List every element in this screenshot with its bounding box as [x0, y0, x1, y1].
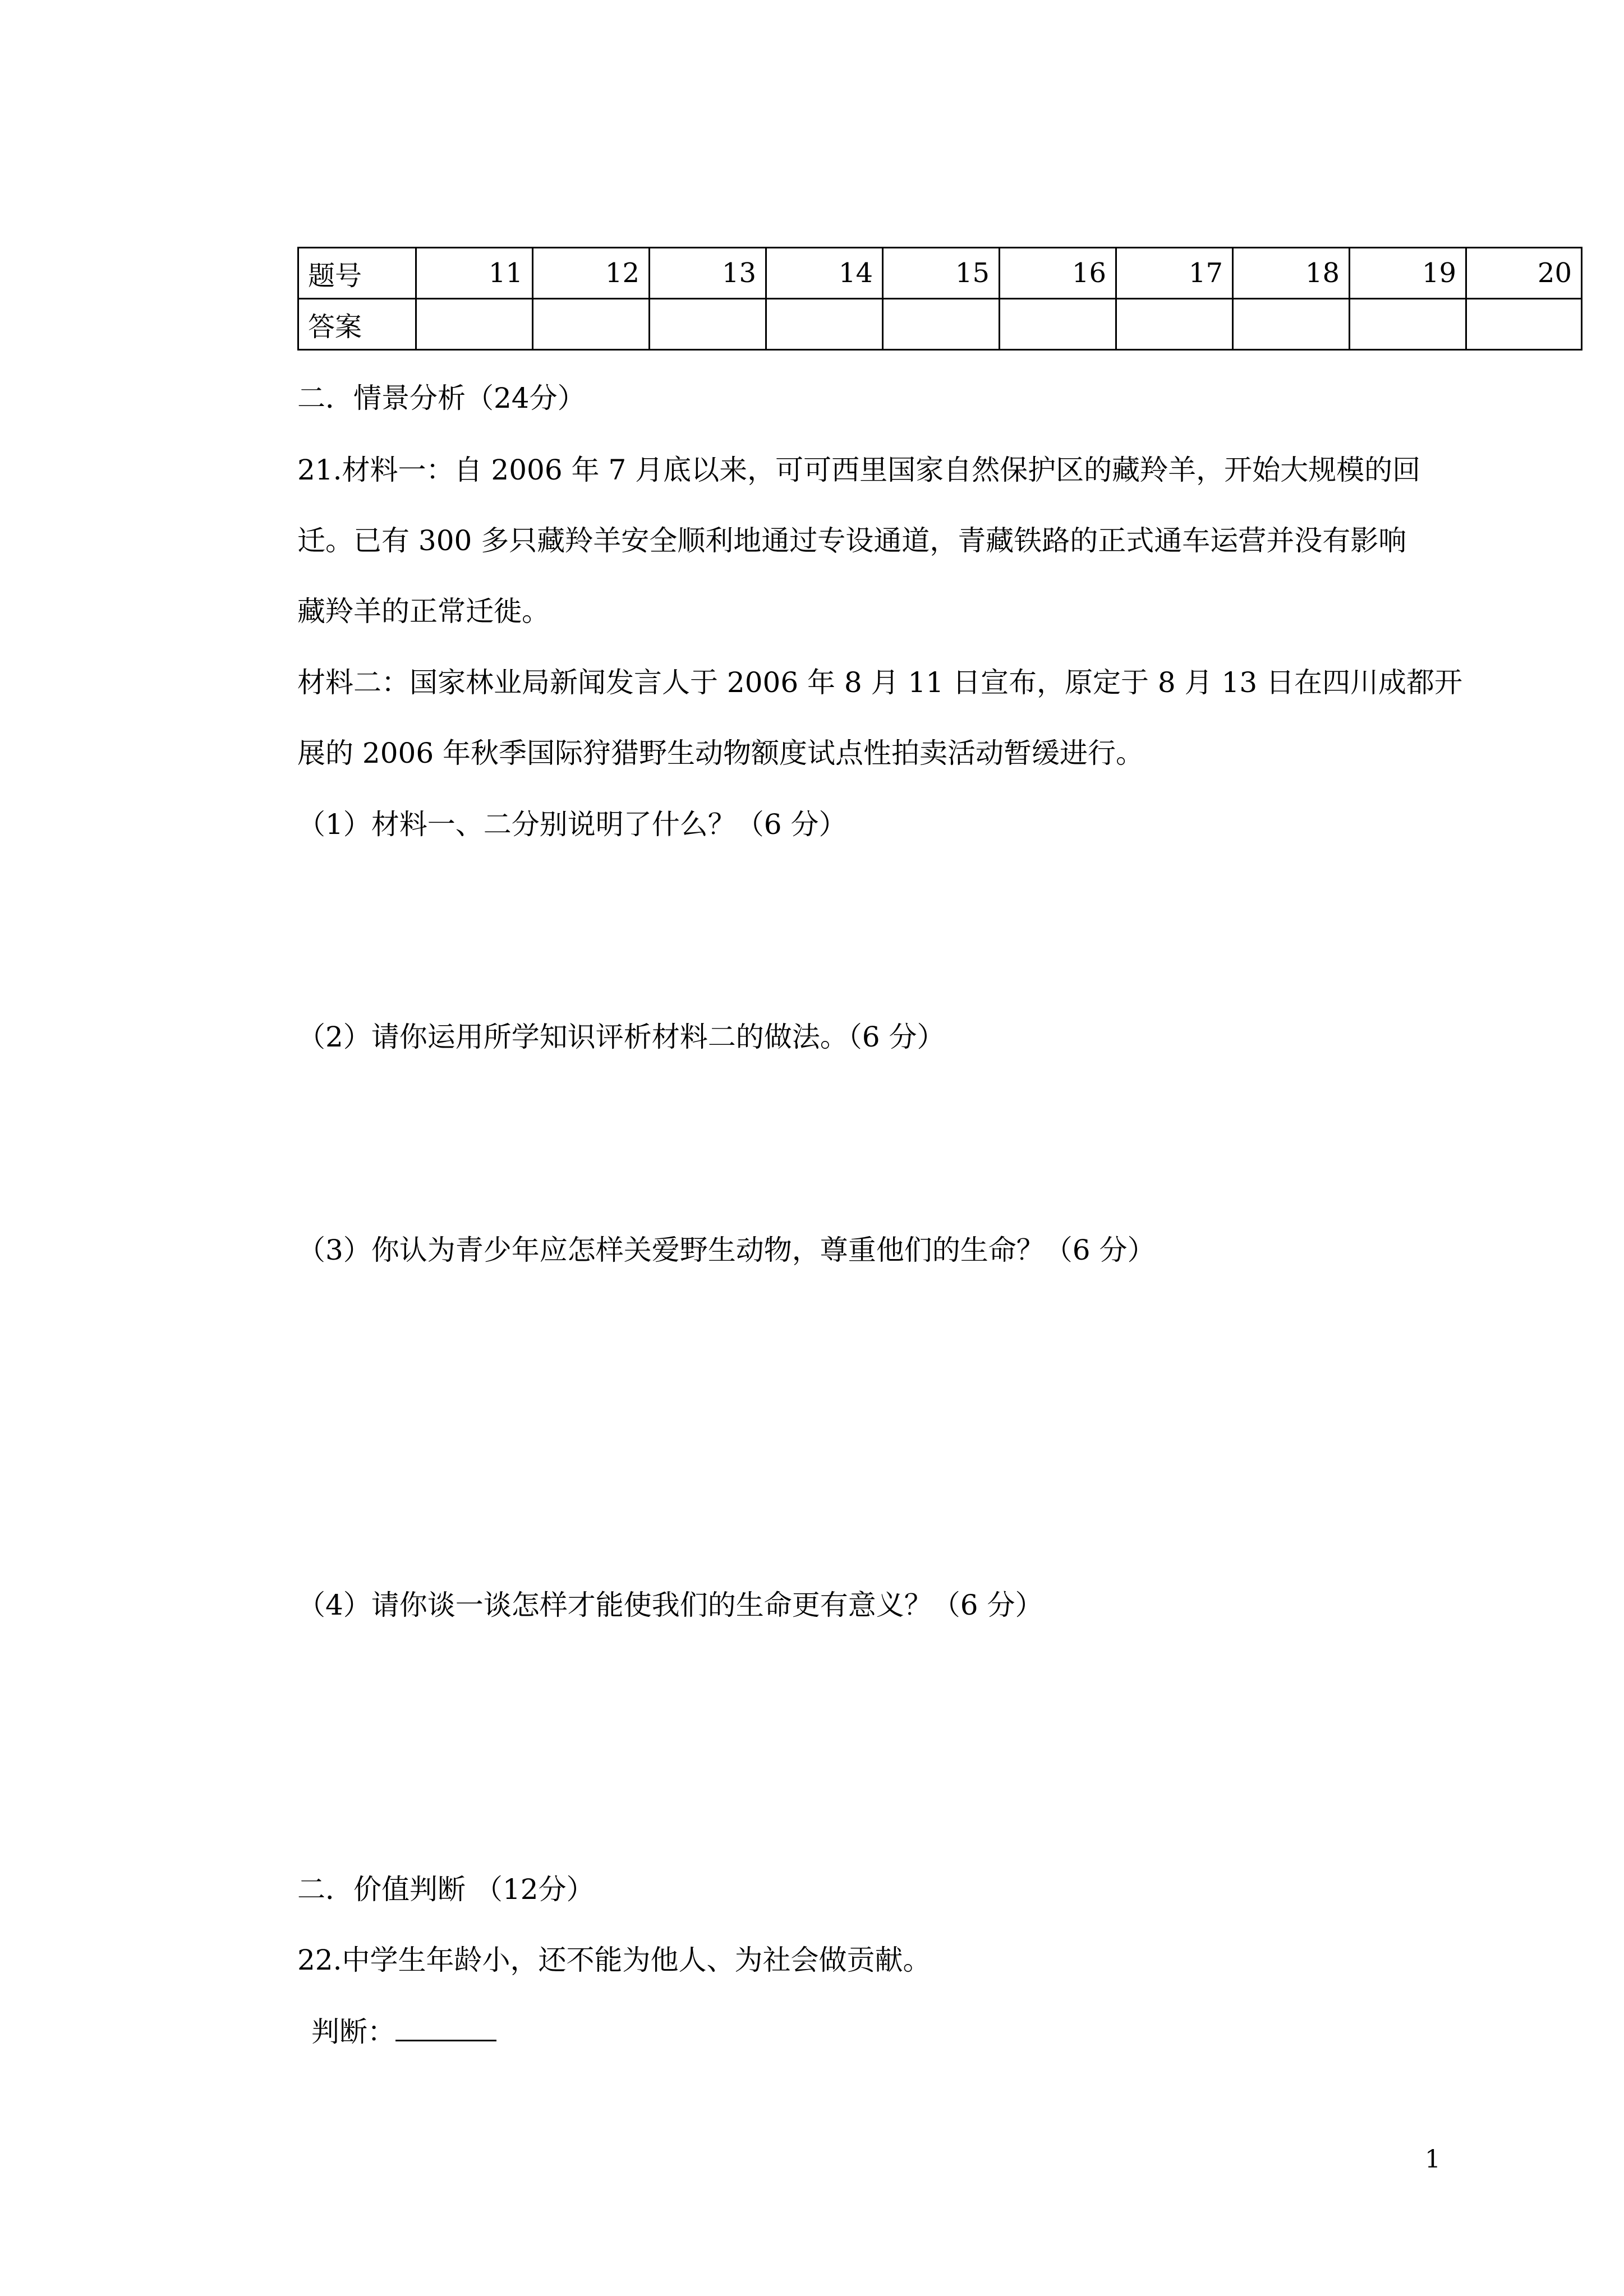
- page-number: 1: [1425, 2145, 1441, 2174]
- answer-table: [297, 247, 1582, 351]
- q21-material1-line3: 藏羚羊的正常迁徙。: [297, 595, 550, 628]
- question-number-cell: 19: [1350, 248, 1466, 299]
- q21-sub1: （1）材料一、二分别说明了什么？（6 分）: [297, 808, 847, 841]
- question-number-cell: 15: [883, 248, 1000, 299]
- answer-cell[interactable]: [766, 299, 883, 350]
- answer-cell[interactable]: [533, 299, 650, 350]
- q21-material2-line2: 展的 2006 年秋季国际狩猎野生动物额度试点性拍卖活动暂缓进行。: [297, 737, 1144, 769]
- answer-cell[interactable]: [1350, 299, 1466, 350]
- q21-sub4: （4）请你谈一谈怎样才能使我们的生命更有意义？（6 分）: [297, 1589, 1043, 1621]
- question-number-row: [298, 248, 1582, 299]
- question-number-label: 题号: [298, 248, 416, 299]
- question-number-cell: 17: [1116, 248, 1233, 299]
- question-number-cell: 14: [766, 248, 883, 299]
- q21-sub3: （3）你认为青少年应怎样关爱野生动物，尊重他们的生命？（6 分）: [297, 1234, 1156, 1266]
- q21-material1-line2: 迁。已有 300 多只藏羚羊安全顺利地通过专设通道，青藏铁路的正式通车运营并没有影响: [297, 524, 1407, 557]
- judge-line: [311, 2012, 496, 2051]
- judge-blank[interactable]: [395, 2012, 496, 2041]
- q22-statement: 22.中学生年龄小，还不能为他人、为社会做贡献。: [297, 1944, 931, 1976]
- question-number-cell: 16: [1000, 248, 1116, 299]
- answer-cell[interactable]: [416, 299, 533, 350]
- answer-cell[interactable]: [1233, 299, 1350, 350]
- answer-row: [298, 299, 1582, 350]
- answer-cell[interactable]: [1116, 299, 1233, 350]
- q21-material2-line1: 材料二：国家林业局新闻发言人于 2006 年 8 月 11 日宣布，原定于 8 月 13 日在四川成都开: [297, 666, 1463, 699]
- judge-label: 判断：: [311, 2016, 395, 2048]
- question-number-cell: 13: [650, 248, 766, 299]
- answer-cell[interactable]: [1466, 299, 1582, 350]
- question-number-cell: 11: [416, 248, 533, 299]
- section-heading-scenario: 二．情景分析（24分）: [297, 382, 586, 414]
- answer-cell[interactable]: [1000, 299, 1116, 350]
- question-number-cell: 20: [1466, 248, 1582, 299]
- answer-cell[interactable]: [883, 299, 1000, 350]
- section-heading-value-judgment: 二．价值判断 （12分）: [297, 1873, 595, 1906]
- q21-material1-line1: 21.材料一：自 2006 年 7 月底以来，可可西里国家自然保护区的藏羚羊，开始大规模的回: [297, 454, 1421, 486]
- question-number-cell: 18: [1233, 248, 1350, 299]
- question-number-cell: 12: [533, 248, 650, 299]
- answer-cell[interactable]: [650, 299, 766, 350]
- answer-label: 答案: [298, 299, 416, 350]
- q21-sub2: （2）请你运用所学知识评析材料二的做法。（6 分）: [297, 1021, 945, 1053]
